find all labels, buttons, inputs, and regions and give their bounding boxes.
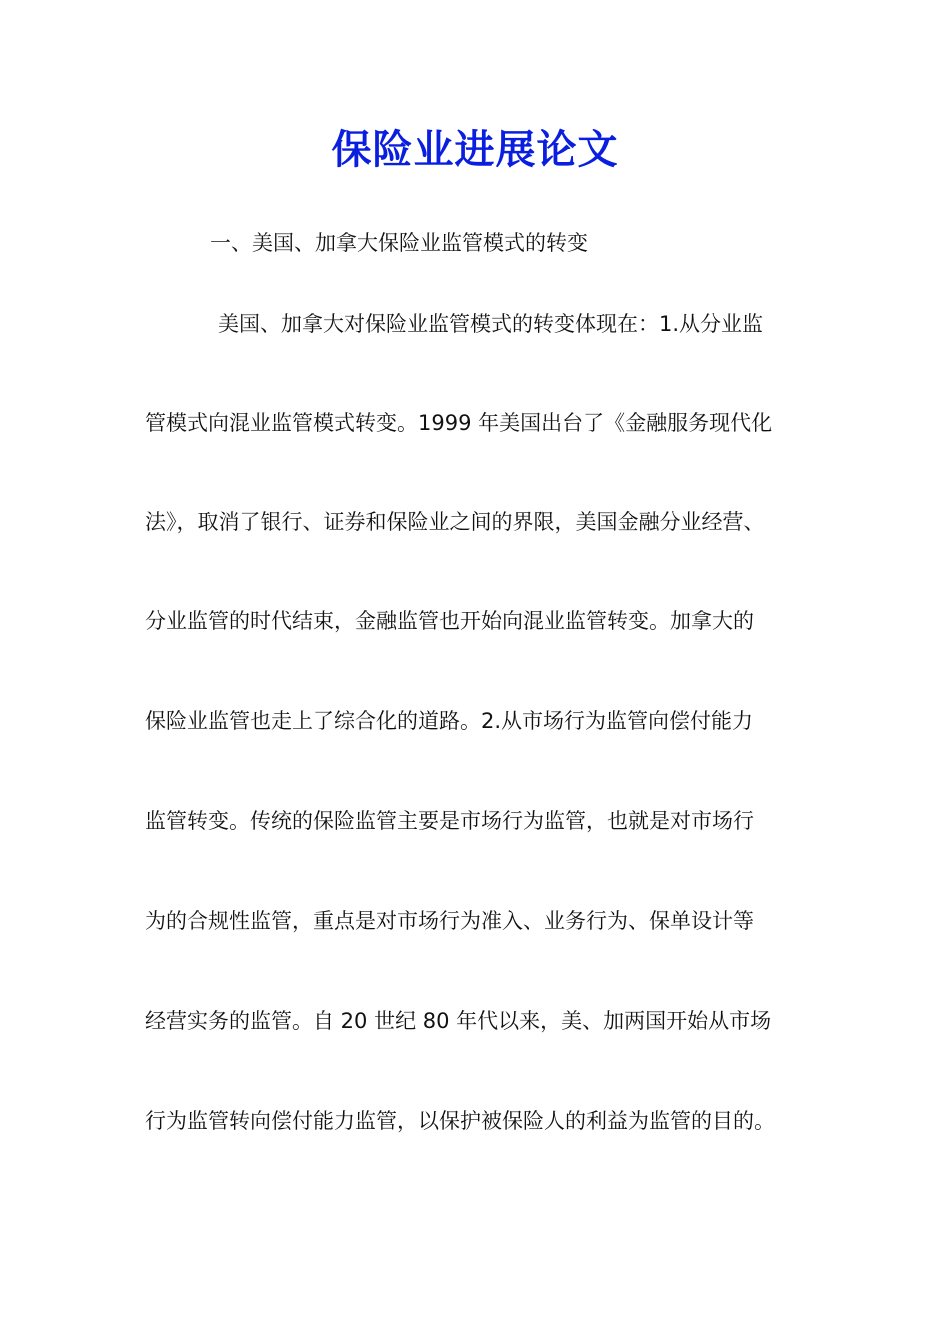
- paragraph-line-9: 行为监管转向偿付能力监管，以保护被保险人的利益为监管的目的。: [145, 1109, 775, 1133]
- section-heading: 一、美国、加拿大保险业监管模式的转变: [210, 231, 588, 255]
- paragraph-line-8: 经营实务的监管。自 20 世纪 80 年代以来，美、加两国开始从市场: [145, 1009, 772, 1033]
- paragraph-line-3: 法》，取消了银行、证券和保险业之间的界限，美国金融分业经营、: [145, 510, 765, 534]
- paragraph-line-4: 分业监管的时代结束，金融监管也开始向混业监管转变。加拿大的: [145, 609, 754, 633]
- document-title: 保险业进展论文: [331, 127, 619, 173]
- paragraph-line-1: 美国、加拿大对保险业监管模式的转变体现在：1.从分业监: [218, 312, 764, 336]
- paragraph-line-6: 监管转变。传统的保险监管主要是市场行为监管，也就是对市场行: [145, 809, 754, 833]
- paragraph-line-5: 保险业监管也走上了综合化的道路。2.从市场行为监管向偿付能力: [145, 709, 754, 733]
- paragraph-line-7: 为的合规性监管，重点是对市场行为准入、业务行为、保单设计等: [145, 909, 754, 933]
- paragraph-line-2: 管模式向混业监管模式转变。1999 年美国出台了《金融服务现代化: [145, 411, 773, 435]
